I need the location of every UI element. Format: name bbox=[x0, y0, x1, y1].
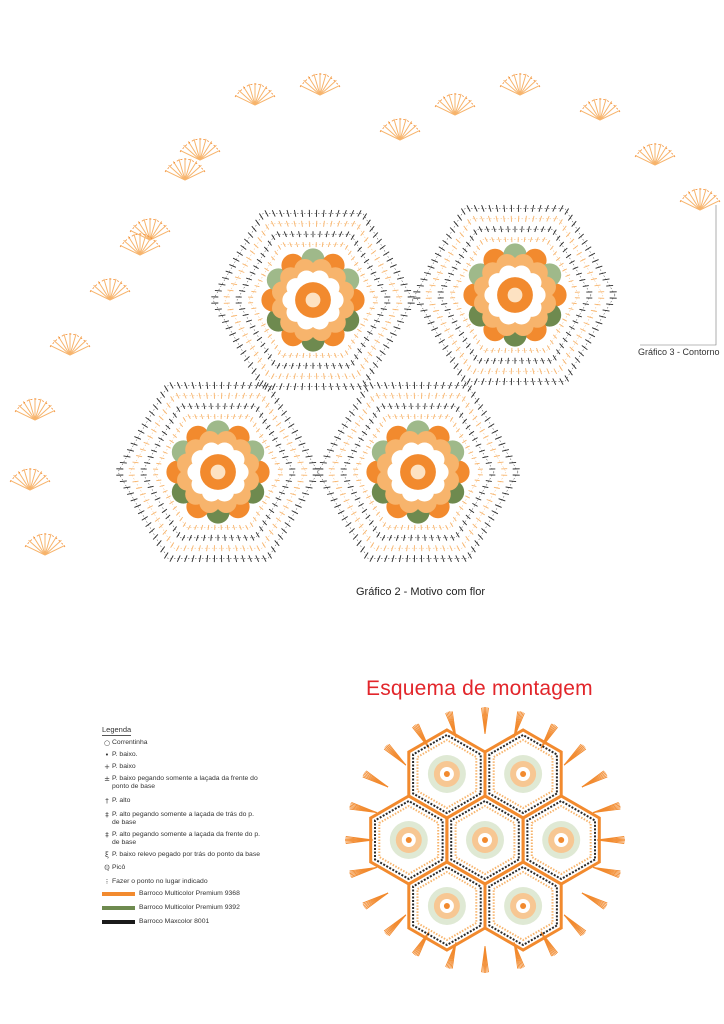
motif-hex-bottom-right bbox=[316, 382, 519, 562]
assembly-hex bbox=[371, 796, 447, 884]
assembly-border-fan bbox=[593, 802, 620, 812]
assembly-hex bbox=[409, 730, 485, 818]
assembly-border-fan bbox=[593, 867, 620, 877]
color-label: Barroco Multicolor Premium 9368 bbox=[139, 890, 240, 897]
border-fan bbox=[380, 118, 420, 140]
assembly-flower-eye bbox=[520, 903, 526, 909]
assembly-border-fan bbox=[350, 802, 377, 812]
legend-label: Fazer o ponto no lugar indicado bbox=[112, 878, 208, 885]
color-swatch bbox=[102, 920, 135, 924]
assembly-flower-eye bbox=[520, 771, 526, 777]
assembly-flower-eye bbox=[444, 771, 450, 777]
motif-hex-top-left bbox=[211, 210, 414, 390]
border-fan bbox=[165, 158, 205, 180]
outer-border-contorno bbox=[10, 73, 720, 555]
border-fan bbox=[50, 333, 90, 355]
legend-symbol: ℚ bbox=[104, 864, 110, 872]
color-swatch bbox=[102, 906, 135, 910]
assembly-border-fan bbox=[564, 744, 586, 765]
flower-eye bbox=[306, 293, 321, 308]
legend-items bbox=[102, 739, 302, 886]
legend-symbol: ○ bbox=[103, 739, 111, 747]
assembly-flower-eye bbox=[482, 837, 488, 843]
assembly-border-fan bbox=[384, 744, 406, 765]
assembly-hex bbox=[409, 862, 485, 950]
legend-item bbox=[102, 811, 302, 827]
legend-label: P. baixo bbox=[112, 763, 136, 770]
legend-item bbox=[102, 775, 302, 791]
color-label: Barroco Maxcolor 8001 bbox=[139, 918, 210, 925]
legend-label: P. alto pegando somente a laçada da frente do p. de base bbox=[112, 831, 261, 846]
legend-symbol: ξ bbox=[105, 851, 109, 859]
assembly-hex bbox=[447, 796, 523, 884]
legend-heading: Legenda bbox=[102, 725, 132, 734]
legend-color-item bbox=[102, 890, 302, 897]
border-fan bbox=[130, 218, 170, 240]
assembly-flower-eye bbox=[406, 837, 412, 843]
flower bbox=[261, 248, 364, 351]
legend-label: P. alto pegando somente a laçada de trás do p. de base bbox=[112, 811, 254, 826]
border-fan bbox=[500, 73, 540, 95]
border-fan bbox=[180, 138, 220, 160]
assembly-border-fan bbox=[597, 837, 625, 844]
assembly-hex bbox=[485, 730, 561, 818]
border-fan bbox=[300, 73, 340, 95]
border-fan bbox=[635, 143, 675, 165]
border-fan bbox=[680, 188, 720, 210]
legend-symbol: • bbox=[104, 751, 110, 759]
legend-symbol: ⁝ bbox=[105, 878, 109, 886]
legend-symbol: † bbox=[105, 797, 109, 805]
border-fan bbox=[435, 93, 475, 115]
flower-eye bbox=[211, 465, 226, 480]
legend-label: P. baixo relevo pegado por trás do ponto da base bbox=[112, 851, 261, 858]
assembly-flower-eye bbox=[444, 903, 450, 909]
assembly-border-fan bbox=[564, 915, 586, 936]
assembly-hex bbox=[485, 862, 561, 950]
legend-item bbox=[102, 864, 302, 872]
border-fan bbox=[15, 398, 55, 420]
assembly-flower-eye bbox=[558, 837, 564, 843]
legend bbox=[102, 719, 302, 932]
flower bbox=[366, 420, 469, 523]
legend-item bbox=[102, 751, 302, 759]
assembly-border-fan bbox=[582, 893, 607, 909]
assembly-border-fan bbox=[363, 893, 388, 909]
assembly-title: Esquema de montagem bbox=[366, 677, 593, 700]
assembly-hex bbox=[523, 796, 599, 884]
legend-label: Picô bbox=[112, 864, 126, 871]
assembly-border-fan bbox=[384, 915, 406, 936]
assembly-diagram bbox=[345, 707, 625, 973]
border-fan bbox=[10, 468, 50, 490]
legend-label: P. alto bbox=[112, 797, 131, 804]
legend-item bbox=[102, 878, 302, 886]
flower bbox=[463, 243, 566, 346]
legend-symbol: ‡ bbox=[105, 831, 109, 839]
legend-item bbox=[102, 831, 302, 847]
legend-color-item bbox=[102, 904, 302, 911]
legend-symbol: ± bbox=[104, 775, 110, 783]
legend-item bbox=[102, 763, 302, 771]
assembly-border-fan bbox=[350, 867, 377, 877]
motif-hex-bottom-left bbox=[116, 382, 319, 562]
flower-eye bbox=[411, 465, 426, 480]
assembly-border-fan bbox=[345, 837, 373, 844]
border-fan bbox=[25, 533, 65, 555]
assembly-border-fan bbox=[582, 771, 607, 787]
flower bbox=[166, 420, 269, 523]
assembly-border-fan bbox=[363, 771, 388, 787]
caption-bracket bbox=[640, 205, 716, 345]
legend-item bbox=[102, 851, 302, 859]
legend-label: P. baixo pegando somente a laçada da frente do ponto de base bbox=[112, 775, 258, 790]
color-label: Barroco Multicolor Premium 9392 bbox=[139, 904, 240, 911]
border-fan bbox=[235, 83, 275, 105]
caption-contorno: Gráfico 3 - Contorno bbox=[638, 347, 720, 357]
legend-symbol: ‡ bbox=[105, 811, 109, 819]
legend-item bbox=[102, 739, 302, 747]
legend-label: P. baixo. bbox=[112, 751, 138, 758]
assembly-border-fan bbox=[482, 946, 489, 973]
border-fan bbox=[90, 278, 130, 300]
legend-colors bbox=[102, 890, 302, 925]
motif-hex-top-right bbox=[413, 205, 616, 385]
legend-color-item bbox=[102, 918, 302, 925]
border-fan bbox=[580, 98, 620, 120]
color-swatch bbox=[102, 892, 135, 896]
caption-motivo: Gráfico 2 - Motivo com flor bbox=[356, 586, 485, 598]
assembly-border-fan bbox=[482, 707, 489, 734]
legend-label: Correntinha bbox=[112, 739, 148, 746]
legend-symbol: + bbox=[104, 763, 110, 771]
legend-item bbox=[102, 797, 302, 805]
flower-eye bbox=[508, 288, 523, 303]
